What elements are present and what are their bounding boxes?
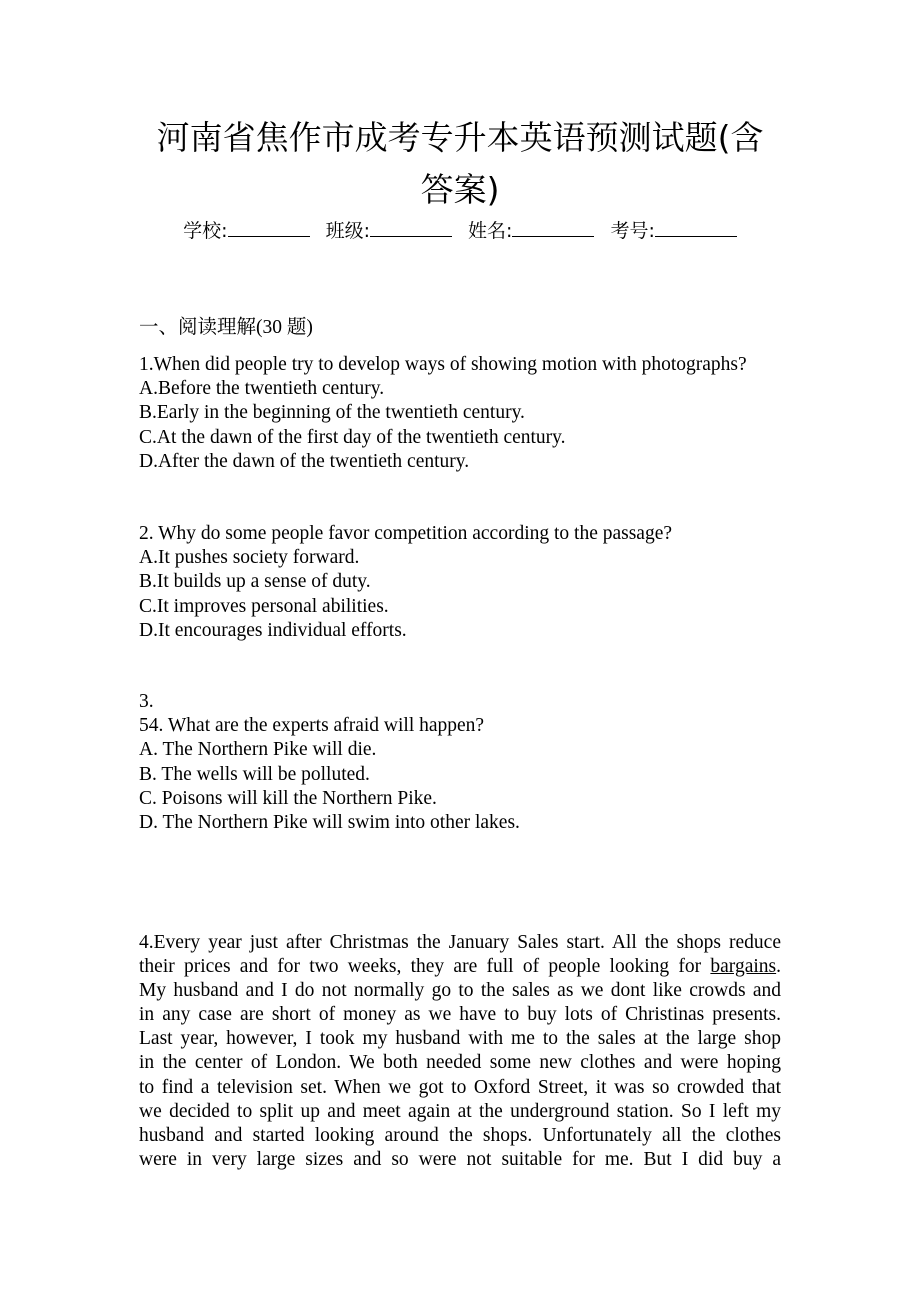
question-2 — [139, 522, 784, 643]
passage-line: in the center of London. We both needed some new clothes and were hoping — [139, 1052, 781, 1074]
title-line-1: 河南省焦作市成考专升本英语预测试题(含 — [156, 118, 764, 157]
option-d: D. The Northern Pike will swim into other lakes. — [139, 812, 520, 834]
exam-number-field[interactable] — [610, 216, 736, 245]
question-stem: 2. Why do some people favor competition according to the passage? — [139, 523, 673, 544]
name-blank[interactable] — [512, 216, 594, 237]
class-blank[interactable] — [370, 216, 452, 237]
question-stem: 54. What are the experts afraid will happen? — [139, 715, 485, 737]
underlined-word-bargains: bargains — [710, 956, 777, 978]
student-info-row — [0, 216, 920, 245]
question-1 — [139, 353, 784, 474]
option-a: A.It pushes society forward. — [139, 547, 360, 569]
passage-line: Last year, however, I took my husband with me to the sales at the large shop — [139, 1028, 781, 1050]
question-stem: 1.When did people try to develop ways of showing motion with photographs? — [139, 354, 747, 375]
school-blank[interactable] — [228, 216, 310, 237]
school-field[interactable] — [183, 216, 309, 245]
section-heading: 一、阅读理解(30 题) — [139, 317, 313, 338]
exam-number-label: 考号: — [610, 220, 655, 242]
option-b: B. The wells will be polluted. — [139, 763, 370, 785]
option-b: B.It builds up a sense of duty. — [139, 571, 371, 593]
name-label: 姓名: — [468, 220, 513, 242]
option-d: D.After the dawn of the twentieth century. — [139, 450, 470, 472]
option-c: C.At the dawn of the first day of the twentieth century. — [139, 426, 566, 448]
option-a: A. The Northern Pike will die. — [139, 739, 377, 761]
question-number: 3. — [139, 691, 154, 712]
passage-text: their prices and for two weeks, they are full of people looking for — [139, 956, 711, 978]
passage-line: to find a television set. When we got to Oxford Street, it was so crowded that — [139, 1076, 781, 1098]
passage-line: husband and started looking around the shops. Unfortunately all the clothes — [139, 1124, 781, 1146]
option-c: C. Poisons will kill the Northern Pike. — [139, 787, 437, 809]
passage-line: were in very large sizes and so were not suitable for me. But I did buy a — [139, 1148, 781, 1170]
question-4-passage — [139, 931, 781, 1172]
passage-line: 4.Every year just after Christmas the January Sales start. All the shops reduce — [139, 932, 781, 953]
option-c: C.It improves personal abilities. — [139, 595, 389, 617]
option-d: D.It encourages individual efforts. — [139, 619, 407, 641]
class-field[interactable] — [326, 216, 452, 245]
question-3 — [139, 690, 784, 835]
class-label: 班级: — [325, 220, 370, 242]
passage-line — [139, 955, 781, 979]
school-label: 学校: — [183, 220, 228, 242]
title-line-2: 答案) — [420, 170, 500, 209]
passage-line: My husband and I do not normally go to the sales as we dont like crowds and — [139, 980, 781, 1002]
option-a: A.Before the twentieth century. — [139, 378, 385, 400]
option-b: B.Early in the beginning of the twentieth century. — [139, 402, 525, 424]
exam-number-blank[interactable] — [655, 216, 737, 237]
passage-text: . — [776, 956, 781, 978]
passage-line: we decided to split up and meet again at the underground station. So I left my — [139, 1100, 781, 1122]
name-field[interactable] — [468, 216, 594, 245]
passage-line: in any case are short of money as we have to buy lots of Christinas presents. — [139, 1004, 781, 1026]
document-title — [130, 112, 790, 216]
